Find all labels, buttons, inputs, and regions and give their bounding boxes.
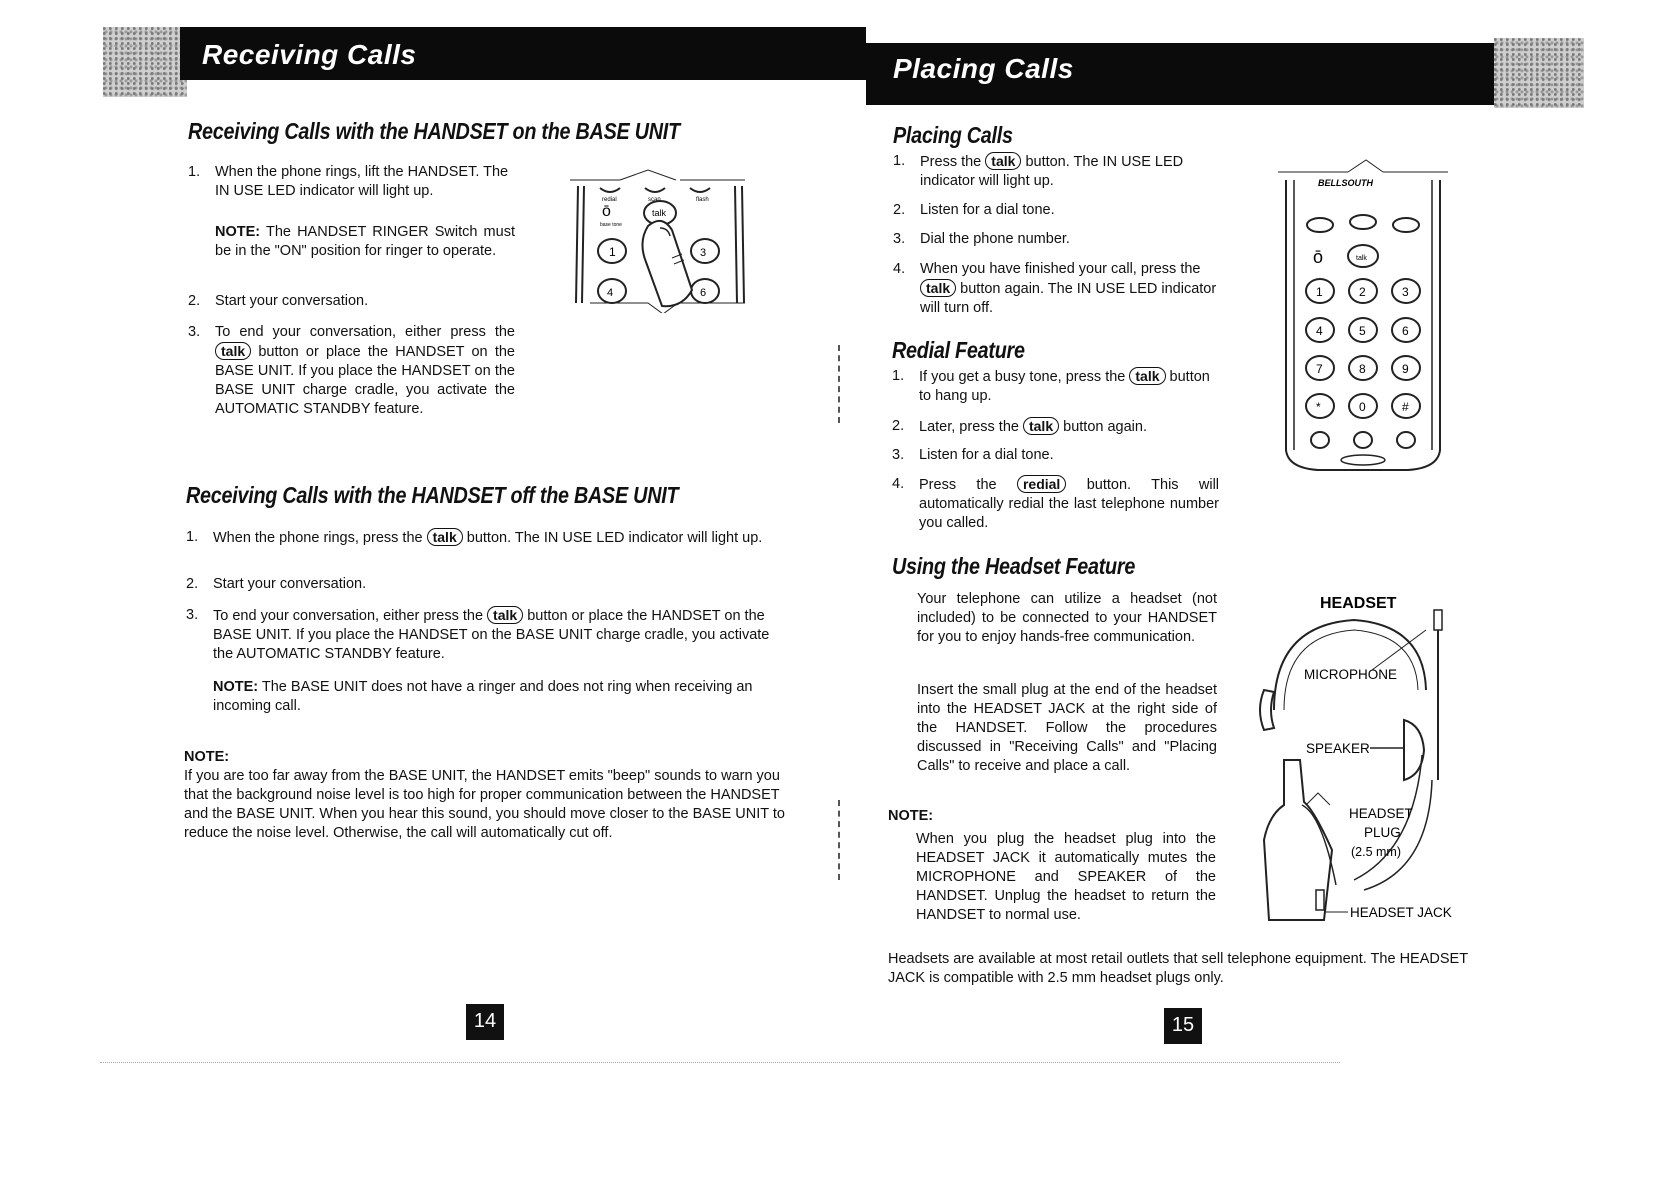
- phone-key: 7: [1316, 362, 1323, 376]
- scan-margin-line: [100, 1062, 1340, 1063]
- step-text: [919, 417, 1219, 437]
- step-number: 4.: [892, 476, 905, 492]
- step-text-pre: When you have finished your call, press the: [920, 261, 1201, 277]
- step-text: [213, 528, 793, 548]
- talk-button-label: talk: [920, 279, 956, 297]
- step-number: 1.: [186, 529, 199, 545]
- step-number: 3.: [186, 607, 199, 623]
- step-text: [215, 323, 515, 419]
- diagram-jack-label: HEADSET JACK: [1350, 905, 1452, 920]
- diagram-speaker-label: SPEAKER: [1306, 741, 1370, 756]
- step-number: 3.: [188, 324, 201, 340]
- step-text-post: button or place the HANDSET on the BASE UNIT. If you place the HANDSET on the BASE UNIT charge cradle, you activate the AUTOMATIC STANDBY feature.: [215, 344, 515, 417]
- phone-keys: [1306, 279, 1420, 418]
- talk-button-label: talk: [1129, 367, 1165, 385]
- step-text-post: button. This will automatically redial the last telephone number you called.: [919, 477, 1220, 531]
- note-ringer-switch: [215, 223, 515, 261]
- headset-diagram: [1254, 590, 1474, 940]
- header-title-left: Receiving Calls: [202, 39, 417, 70]
- talk-button-label: talk: [427, 528, 463, 546]
- step-text: [920, 260, 1230, 318]
- headset-paragraph-1: Your telephone can utilize a headset (not included) to be connected to your HANDSET for you to enjoy hands-free communication.: [917, 591, 1217, 645]
- step-number: 1.: [188, 164, 201, 180]
- step-text-pre: Later, press the: [919, 419, 1019, 435]
- phone-key: 1: [1316, 285, 1323, 299]
- headset-paragraph-2: Insert the small plug at the end of the headset into the HEADSET JACK at the right side of the HANDSET. Follow the procedures discussed in "Receiving Calls" and "Placing Calls" to receive and place a call.: [917, 682, 1217, 774]
- step-number: 2.: [186, 576, 199, 592]
- phone-key: #: [1402, 400, 1409, 414]
- step-number: 2.: [892, 418, 905, 434]
- step-text: Listen for a dial tone.: [919, 447, 1054, 463]
- step-text: Start your conversation.: [213, 576, 367, 592]
- headset-note-text: When you plug the headset plug into the HEADSET JACK it automatically mutes the MICROPHONE and SPEAKER of the HANDSET. Unplug the headset to return the HANDSET to normal use.: [916, 831, 1216, 923]
- handset-keypad-illustration: [560, 168, 750, 313]
- note-label: NOTE:: [888, 808, 934, 824]
- step-text-post: button. The IN USE LED indicator will light up.: [920, 154, 1184, 189]
- svg-text:6: 6: [700, 287, 707, 299]
- illus-scan-label: scan: [648, 197, 661, 203]
- step-text-pre: To end your conversation, either press the: [215, 324, 515, 340]
- step-number: 1.: [893, 153, 906, 169]
- svg-text:4: 4: [607, 287, 614, 299]
- phone-brand: BELLSOUTH: [1318, 178, 1373, 188]
- diagram-plug-label-1: HEADSET: [1349, 806, 1413, 821]
- svg-text:talk: talk: [1356, 255, 1367, 262]
- step-text-post: button again. The IN USE LED indicator will turn off.: [920, 281, 1217, 316]
- fold-mark: [838, 345, 842, 423]
- note2-text: If you are too far away from the BASE UNIT, the HANDSET emits "beep" sounds to warn you that the background noise level is too high for proper communication between the HANDSET and the BASE UNIT. When you hear this sound, you should move closer to the BASE UNIT to reduce the noise level. Otherwise, the call will automatically cut off.: [184, 768, 785, 841]
- phone-key: 8: [1359, 362, 1366, 376]
- illus-redial-label: redial: [602, 197, 617, 203]
- step-text-post: button or place the HANDSET on the BASE UNIT. If you place the HANDSET on the BASE UNIT charge cradle, you activate the AUTOMATIC STANDBY feature.: [213, 608, 770, 662]
- section-heading-redial: Redial Feature: [892, 337, 1025, 363]
- step-number: 1.: [892, 368, 905, 384]
- step-text: [213, 606, 793, 664]
- talk-button-label: talk: [215, 342, 251, 360]
- step-text: Dial the phone number.: [920, 231, 1070, 247]
- diagram-headset-label: HEADSET: [1320, 595, 1397, 612]
- section-heading-handset-on-base: Receiving Calls with the HANDSET on the BASE UNIT: [188, 118, 680, 144]
- headset-footer-text: Headsets are available at most retail outlets that sell telephone equipment. The HEADSET JACK is compatible with 2.5 mm headset plugs only.: [888, 951, 1468, 986]
- step-text: [919, 367, 1219, 406]
- diagram-microphone-label: MICROPHONE: [1304, 667, 1398, 682]
- step-text: When the phone rings, lift the HANDSET. The IN USE LED indicator will light up.: [215, 164, 509, 199]
- illus-base-tone-label: base tone: [600, 222, 622, 228]
- svg-text:1: 1: [609, 245, 616, 259]
- header-left-texture: [103, 27, 187, 97]
- step-text-pre: Press the: [919, 477, 997, 493]
- diagram-plug-label-2: PLUG: [1364, 825, 1401, 840]
- note-text: The HANDSET RINGER Switch must be in the "ON" position for ringer to operate.: [215, 224, 515, 259]
- step-text-post: button again.: [1063, 419, 1147, 435]
- step-text: Listen for a dial tone.: [920, 202, 1055, 218]
- step-text-pre: To end your conversation, either press the: [213, 608, 484, 624]
- header-bar-left: [180, 27, 866, 80]
- note-label: NOTE:: [215, 224, 261, 240]
- phone-key: 0: [1359, 400, 1366, 414]
- step-text: [920, 152, 1230, 191]
- step-text-pre: If you get a busy tone, press the: [919, 369, 1126, 385]
- svg-text:ō: ō: [1313, 247, 1324, 267]
- step-text: [919, 475, 1219, 533]
- phone-key: 3: [1402, 285, 1409, 299]
- talk-button-label: talk: [1023, 417, 1059, 435]
- phone-key: 2: [1359, 285, 1366, 299]
- step-text-post: button to hang up.: [919, 369, 1210, 404]
- redial-button-label: redial: [1017, 475, 1066, 493]
- phone-keypad-illustration: [1278, 150, 1448, 475]
- diagram-plug-label-3: (2.5 mm): [1351, 845, 1401, 859]
- phone-key: *: [1316, 400, 1321, 414]
- illus-talk-label: talk: [652, 208, 667, 218]
- header-bar-right: [866, 43, 1498, 105]
- section-heading-placing-calls: Placing Calls: [893, 122, 1013, 148]
- illus-flash-label: flash: [696, 197, 709, 203]
- note-text: The BASE UNIT does not have a ringer and does not ring when receiving an incoming call.: [213, 679, 753, 714]
- step-number: 3.: [893, 231, 906, 247]
- talk-button-label: talk: [487, 606, 523, 624]
- phone-key: 6: [1402, 324, 1409, 338]
- step-number: 3.: [892, 447, 905, 463]
- step-text-post: button. The IN USE LED indicator will light up.: [466, 530, 763, 546]
- step-text-pre: Press the: [920, 154, 982, 170]
- talk-button-label: talk: [985, 152, 1021, 170]
- step-number: 2.: [893, 202, 906, 218]
- svg-text:3: 3: [700, 247, 707, 259]
- fold-mark: [838, 800, 842, 880]
- note-label: NOTE:: [213, 679, 259, 695]
- page-number-left: 14: [466, 1004, 504, 1040]
- page-number-right: 15: [1164, 1008, 1202, 1044]
- section-heading-handset-off-base: Receiving Calls with the HANDSET off the BASE UNIT: [186, 482, 679, 508]
- step-text: Start your conversation.: [215, 293, 369, 309]
- phone-key: 4: [1316, 324, 1323, 338]
- header-title-right: Placing Calls: [893, 53, 1074, 84]
- section-heading-headset: Using the Headset Feature: [892, 553, 1136, 579]
- step-number: 4.: [893, 261, 906, 277]
- phone-key: 9: [1402, 362, 1409, 376]
- step-number: 2.: [188, 293, 201, 309]
- header-right-texture: [1494, 38, 1584, 108]
- note-base-unit-ringer: [213, 678, 793, 716]
- note-label: NOTE:: [184, 749, 230, 765]
- headset-note-label: [888, 807, 933, 826]
- illus-key-o: ō: [602, 203, 611, 220]
- step-text-pre: When the phone rings, press the: [213, 530, 423, 546]
- phone-key: 5: [1359, 324, 1366, 338]
- note2-label: [184, 748, 229, 767]
